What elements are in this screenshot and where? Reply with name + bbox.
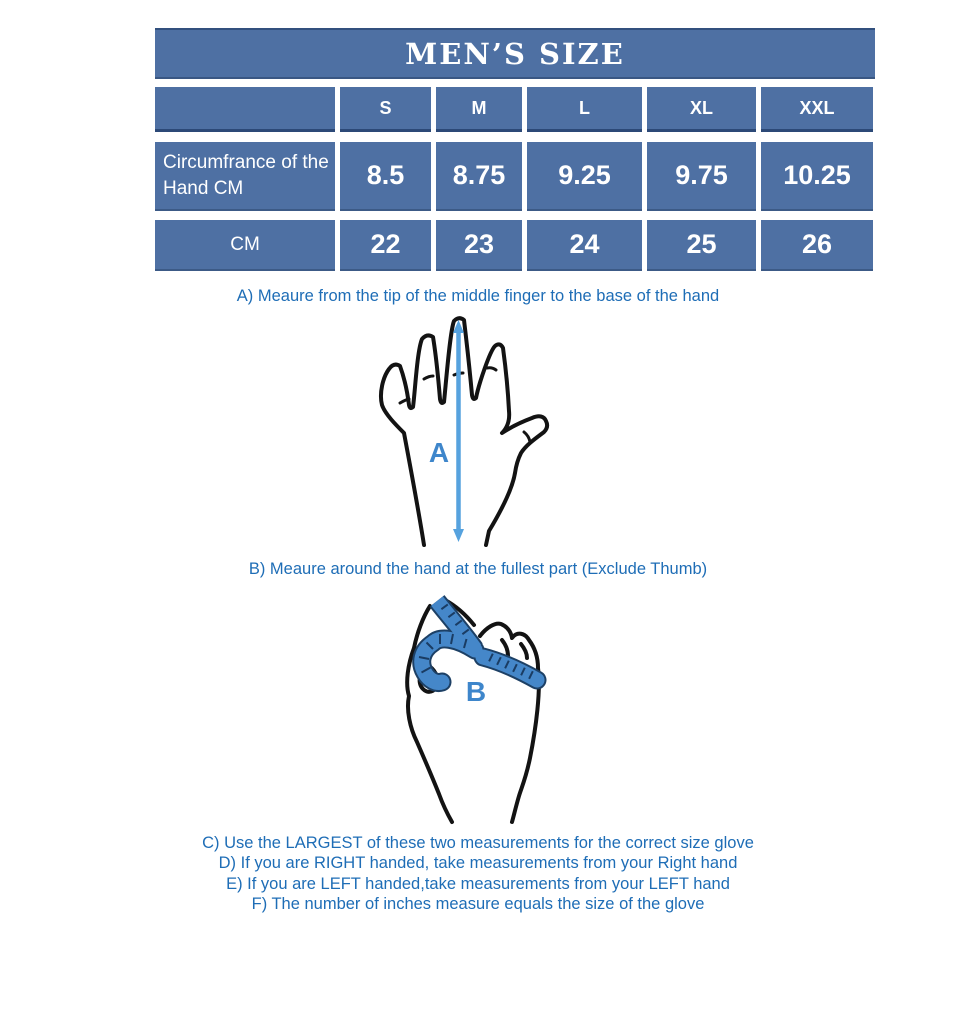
instruction-a: A) Meaure from the tip of the middle finger to the base of the hand xyxy=(236,287,720,305)
table-row-circumference xyxy=(155,142,875,211)
mens-size-table xyxy=(155,28,875,271)
cm-value-xxl: 26 xyxy=(761,220,873,271)
row-label-cm: CM xyxy=(155,220,335,271)
circumference-value-l: 9.25 xyxy=(527,142,642,211)
size-header-s: S xyxy=(340,87,431,132)
circumference-value-s: 8.5 xyxy=(340,142,431,211)
cm-value-m: 23 xyxy=(436,220,522,271)
cm-value-l: 24 xyxy=(527,220,642,271)
hand-outline xyxy=(381,318,547,545)
instruction-c: C) Use the LARGEST of these two measurements for the correct size glove xyxy=(202,834,754,852)
cm-value-s: 22 xyxy=(340,220,431,271)
table-title: MEN’S SIZE xyxy=(155,28,875,79)
cm-value-xl: 25 xyxy=(647,220,756,271)
size-header-row xyxy=(155,87,875,132)
size-header-l: L xyxy=(527,87,642,132)
circumference-value-m: 8.75 xyxy=(436,142,522,211)
fist-diagram xyxy=(390,588,590,833)
table-row-cm xyxy=(155,220,875,271)
measuring-tape xyxy=(419,601,537,683)
instruction-b: B) Meaure around the hand at the fullest part (Exclude Thumb) xyxy=(248,560,708,578)
row-label-circumference: Circumfrance of the Hand CM xyxy=(155,142,335,211)
corner-cell xyxy=(155,87,335,132)
size-header-xl: XL xyxy=(647,87,756,132)
circumference-value-xl: 9.75 xyxy=(647,142,756,211)
size-header-m: M xyxy=(436,87,522,132)
open-hand-diagram xyxy=(374,315,586,547)
instruction-d: D) If you are RIGHT handed, take measurements from your Right hand xyxy=(218,854,738,873)
size-header-xxl: XXL xyxy=(761,87,873,132)
label-b: B xyxy=(465,676,487,707)
instruction-f: F) The number of inches measure equals the size of the glove xyxy=(251,895,705,914)
instruction-e: E) If you are LEFT handed,take measurements from your LEFT hand xyxy=(226,874,730,893)
bottom-notes xyxy=(0,833,956,915)
circumference-value-xxl: 10.25 xyxy=(761,142,873,211)
label-a: A xyxy=(428,437,450,468)
